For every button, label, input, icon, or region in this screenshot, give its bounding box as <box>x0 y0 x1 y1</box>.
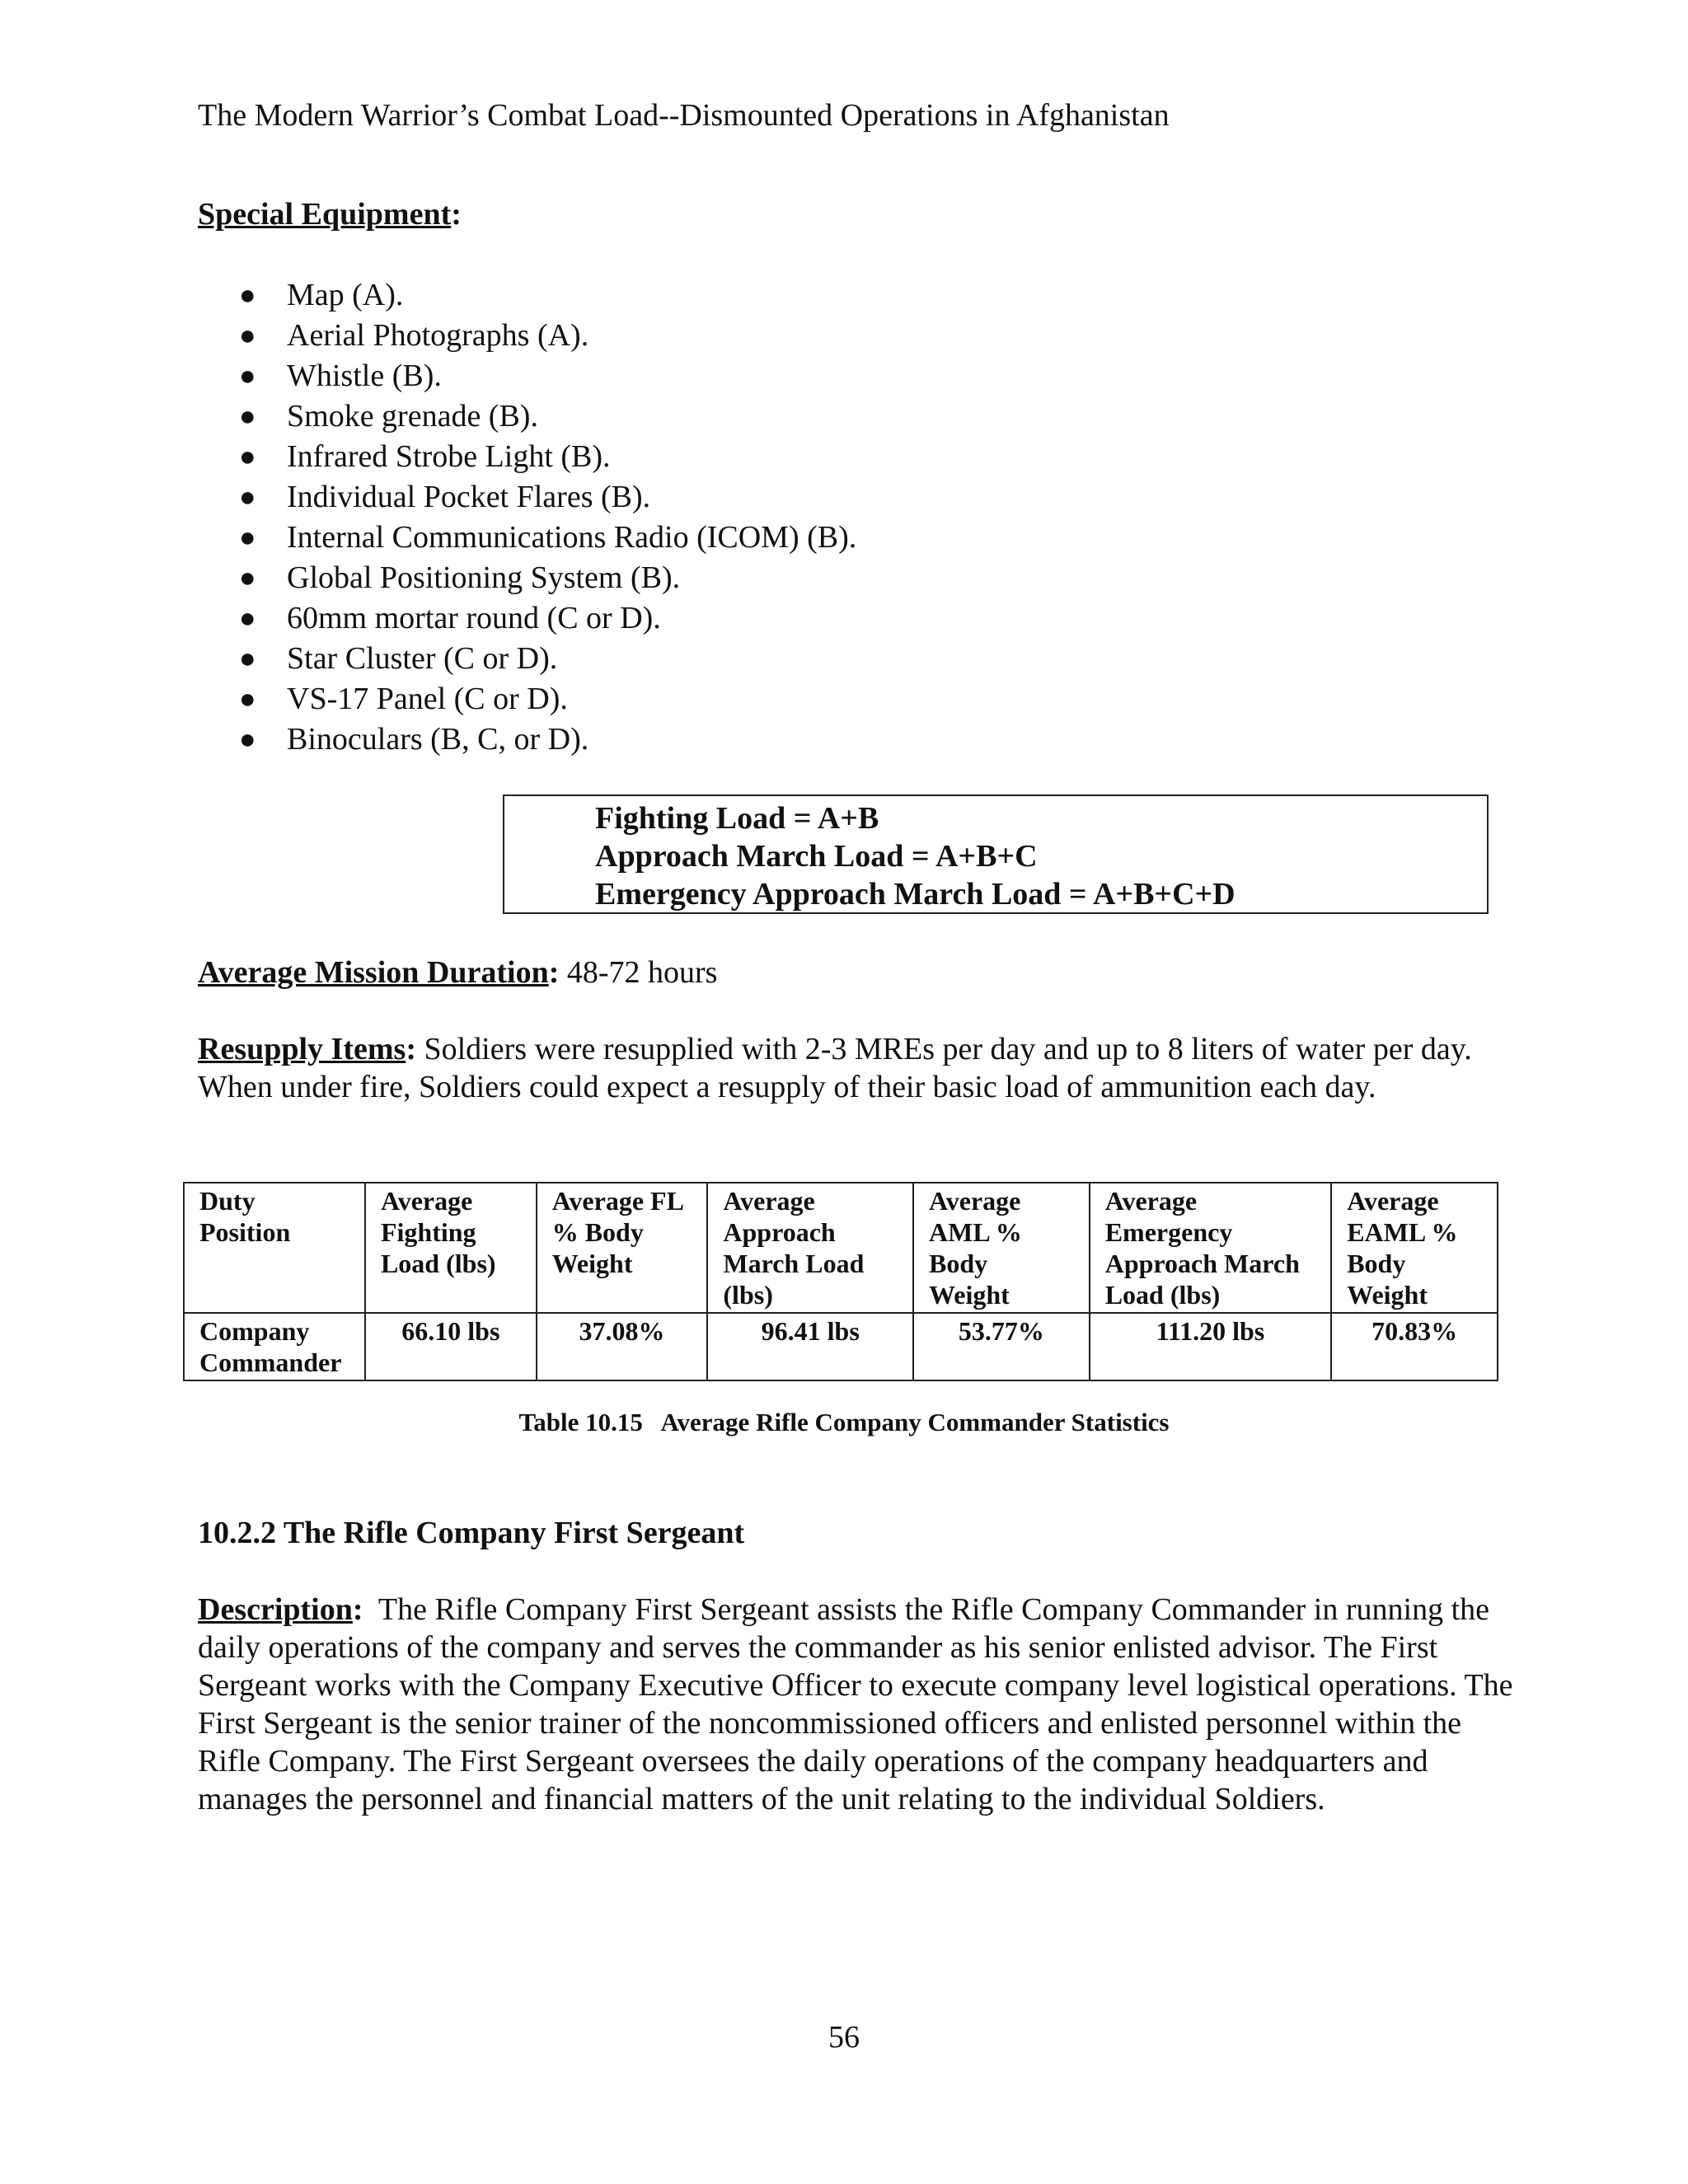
approach-march-load-formula: Approach March Load = A+B+C <box>595 839 1038 874</box>
resupply-paragraph: Resupply Items: Soldiers were resupplied with 2-3 MREs per day and up to 8 liters of water per day. When under fire, Soldiers could expect a resupply of their basic load of ammunition each day. <box>198 1032 1472 1104</box>
bullet-icon: ● <box>239 644 256 674</box>
list-item: ● Aerial Photographs (A). <box>198 316 856 356</box>
list-item: ● Infrared Strobe Light (B). <box>198 437 856 477</box>
bullet-icon: ● <box>239 401 256 432</box>
table-header-cell: Average EAML % Body Weight <box>1331 1183 1498 1313</box>
list-item: ● Whistle (B). <box>198 356 856 396</box>
table-cell: 96.41 lbs <box>707 1313 913 1380</box>
list-item: ● Star Cluster (C or D). <box>198 639 856 679</box>
list-item: ● Map (A). <box>198 275 856 316</box>
table-cell: 66.10 lbs <box>365 1313 537 1380</box>
list-item: ● 60mm mortar round (C or D). <box>198 598 856 639</box>
load-formula-box <box>503 794 1489 914</box>
page-number: 56 <box>828 2020 860 2055</box>
special-equipment-heading: Special Equipment: <box>198 197 462 232</box>
description-paragraph: Description: The Rifle Company First Sergeant assists the Rifle Company Commander in running the daily operations of the company and serves the commander as his senior enlisted advisor. The First Sergeant works with the Company Executive Officer to execute company level logistical operations. The First Sergeant is the senior trainer of the noncommissioned officers and enlisted personnel within the Rifle Company. The First Sergeant oversees the daily operations of the company headquarters and manages the personnel and financial matters of the unit relating to the individual Soldiers. <box>198 1592 1513 1816</box>
bullet-icon: ● <box>239 603 256 634</box>
description-text: The Rifle Company First Sergeant assists the Rifle Company Commander in running the daily operations of the company and serves the commander as his senior enlisted advisor. The First Sergeant works with the Company Executive Officer to execute company level logistical operations. The First Sergeant is the senior trainer of the noncommissioned officers and enlisted personnel within the Rifle Company. The First Sergeant oversees the daily operations of the company headquarters and manages the personnel and financial matters of the unit relating to the individual Soldiers. <box>198 1592 1513 1816</box>
list-item: ● Individual Pocket Flares (B). <box>198 477 856 518</box>
table-header-cell: Average AML % Body Weight <box>913 1183 1090 1313</box>
resupply-text: Soldiers were resupplied with 2-3 MREs per day and up to 8 liters of water per day. When under fire, Soldiers could expect a resupply of their basic load of ammunition each day. <box>198 1032 1472 1104</box>
description-label: Description <box>198 1592 353 1627</box>
table-row <box>184 1313 1498 1380</box>
resupply-label: Resupply Items <box>198 1032 406 1066</box>
bullet-icon: ● <box>239 280 256 311</box>
fighting-load-formula: Fighting Load = A+B <box>595 801 879 836</box>
bullet-icon: ● <box>239 523 256 553</box>
bullet-icon: ● <box>239 442 256 472</box>
table-caption: Table 10.15 Average Rifle Company Commander Statistics <box>518 1408 1170 1436</box>
list-item: ● Smoke grenade (B). <box>198 396 856 437</box>
emergency-approach-march-load-formula: Emergency Approach March Load = A+B+C+D <box>595 877 1236 912</box>
bullet-icon: ● <box>239 724 256 755</box>
table-cell: Company Commander <box>184 1313 365 1380</box>
running-header: The Modern Warrior’s Combat Load--Dismounted Operations in Afghanistan <box>198 98 1170 133</box>
table-header-row <box>184 1183 1498 1313</box>
bullet-icon: ● <box>239 684 256 715</box>
mission-duration-label: Average Mission Duration <box>198 955 549 990</box>
table-header-cell: Average Fighting Load (lbs) <box>365 1183 537 1313</box>
table-header-cell: Average FL % Body Weight <box>537 1183 708 1313</box>
list-item: ● VS-17 Panel (C or D). <box>198 679 856 719</box>
special-equipment-list <box>198 275 856 760</box>
bullet-icon: ● <box>239 482 256 513</box>
section-title: 10.2.2 The Rifle Company First Sergeant <box>198 1516 745 1550</box>
table-header-cell: Duty Position <box>184 1183 365 1313</box>
bullet-icon: ● <box>239 321 256 351</box>
table-cell: 111.20 lbs <box>1090 1313 1332 1380</box>
table-cell: 37.08% <box>537 1313 708 1380</box>
table-cell: 53.77% <box>913 1313 1090 1380</box>
mission-duration: Average Mission Duration: 48-72 hours <box>198 955 718 990</box>
table-header-cell: Average Emergency Approach March Load (lbs) <box>1090 1183 1332 1313</box>
mission-duration-value: 48-72 hours <box>566 955 718 990</box>
special-equipment-label: Special Equipment <box>198 197 452 232</box>
bullet-icon: ● <box>239 361 256 391</box>
table-header-cell: Average Approach March Load (lbs) <box>707 1183 913 1313</box>
list-item: ● Internal Communications Radio (ICOM) (B). <box>198 518 856 558</box>
list-item: ● Global Positioning System (B). <box>198 558 856 598</box>
bullet-icon: ● <box>239 563 256 593</box>
table-cell: 70.83% <box>1331 1313 1498 1380</box>
commander-statistics-table <box>183 1182 1498 1381</box>
list-item: ● Binoculars (B, C, or D). <box>198 719 856 760</box>
